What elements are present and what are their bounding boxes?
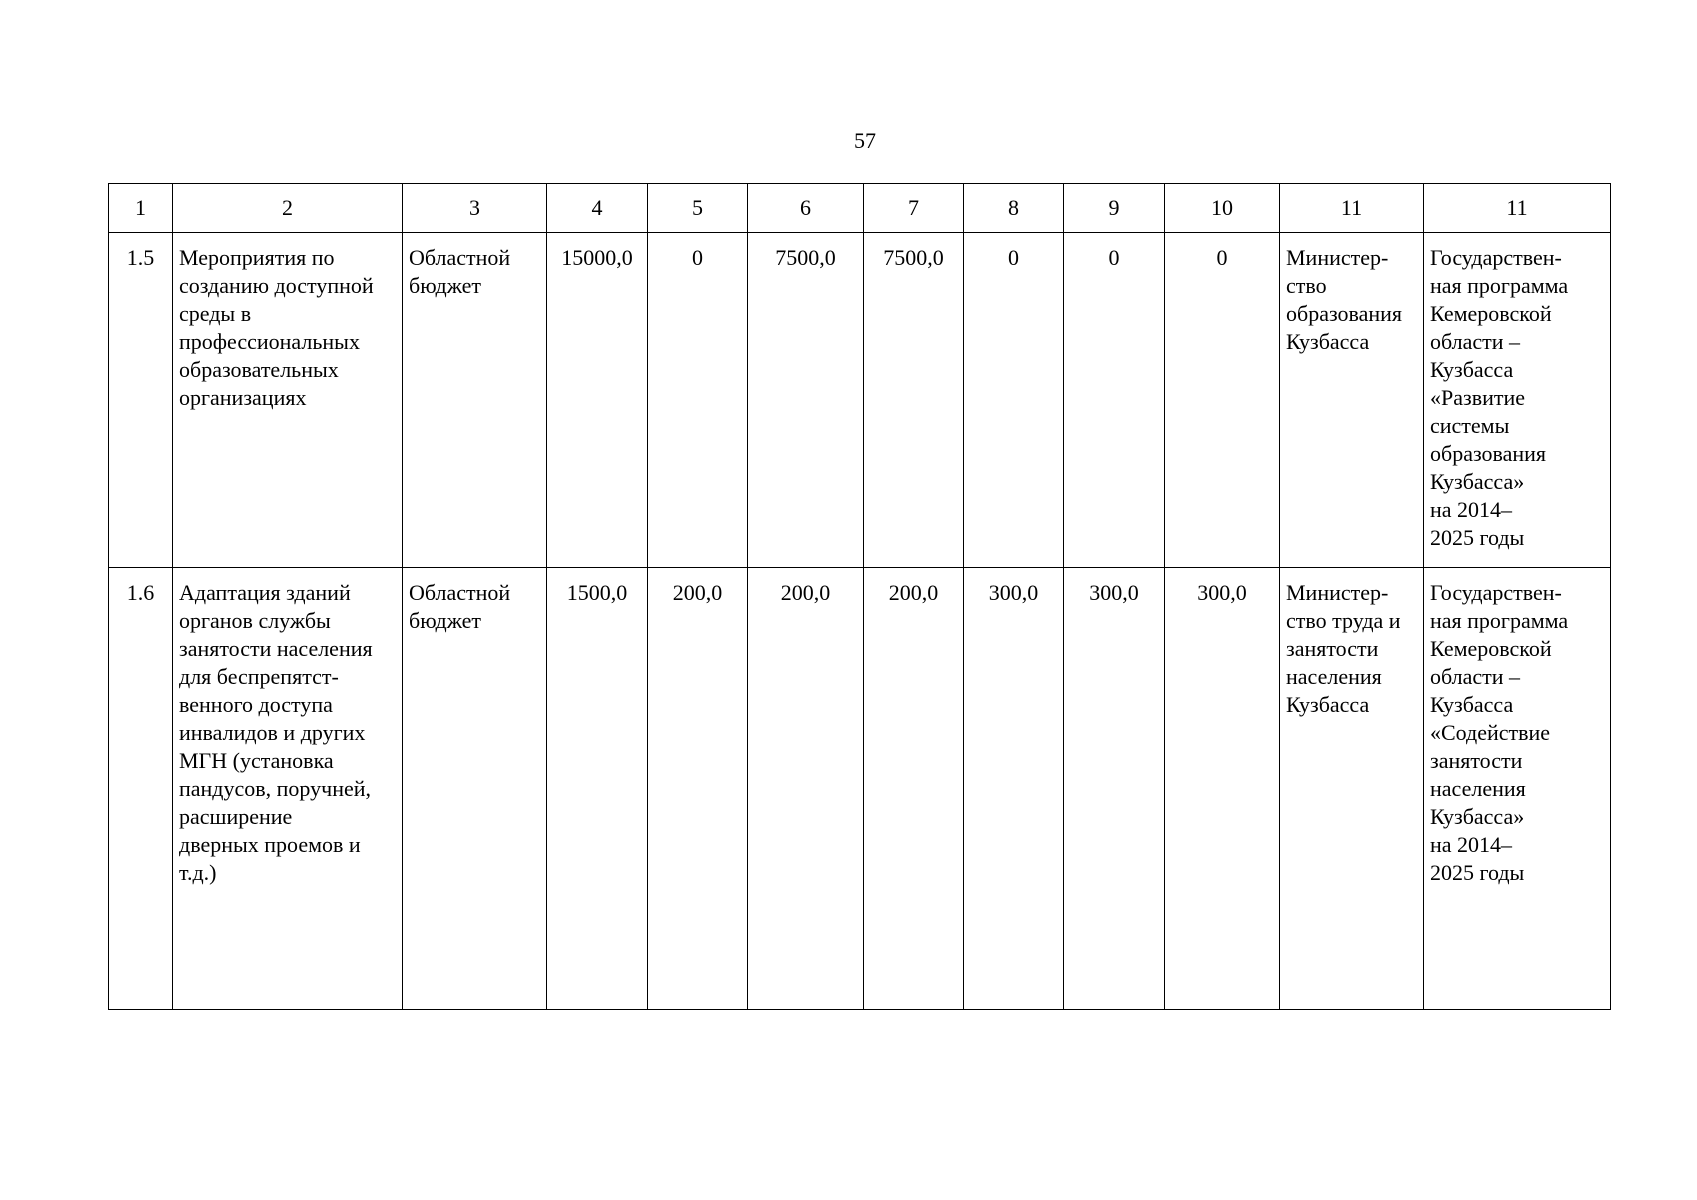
executor-cell xyxy=(1280,233,1424,568)
value-cell: 7500,0 xyxy=(748,233,864,568)
activity-line: пандусов, поручней, xyxy=(179,776,372,801)
table-row xyxy=(109,233,1611,568)
header-cell: 10 xyxy=(1165,184,1280,233)
program-line: области – xyxy=(1430,664,1521,689)
program-line: Кемеровской xyxy=(1430,301,1552,326)
value-cell: 0 xyxy=(1064,233,1165,568)
header-cell: 2 xyxy=(173,184,403,233)
executor-line: занятости xyxy=(1286,636,1379,661)
executor-line: Министер- xyxy=(1286,245,1389,270)
activity-line: МГН (установка xyxy=(179,748,334,773)
value-cell: 200,0 xyxy=(864,568,964,1010)
activity-line: организациях xyxy=(179,385,307,410)
program-line: на 2014– xyxy=(1430,497,1513,522)
activity-line: т.д.) xyxy=(179,860,217,885)
funding-source-cell xyxy=(403,568,547,1010)
header-cell: 9 xyxy=(1064,184,1165,233)
program-line: «Содействие xyxy=(1430,720,1551,745)
header-cell: 3 xyxy=(403,184,547,233)
program-line: Государствен- xyxy=(1430,245,1562,270)
activity-line: созданию доступной xyxy=(179,273,374,298)
program-line: Кемеровской xyxy=(1430,636,1552,661)
activity-line: образовательных xyxy=(179,357,339,382)
activity-line: Мероприятия по xyxy=(179,245,335,270)
program-cell xyxy=(1424,568,1611,1010)
activity-line: венного доступа xyxy=(179,692,333,717)
program-cell xyxy=(1424,233,1611,568)
source-line: Областной xyxy=(409,245,511,270)
source-line: бюджет xyxy=(409,608,481,633)
executor-line: ство xyxy=(1286,273,1327,298)
activity-line: для беспрепятст- xyxy=(179,664,339,689)
program-line: Кузбасса» xyxy=(1430,804,1525,829)
value-cell: 200,0 xyxy=(648,568,748,1010)
header-cell: 11 xyxy=(1280,184,1424,233)
program-table xyxy=(108,183,1611,1010)
program-line: системы xyxy=(1430,413,1510,438)
activity-line: профессиональных xyxy=(179,329,360,354)
activity-line: Адаптация зданий xyxy=(179,580,351,605)
header-cell: 7 xyxy=(864,184,964,233)
program-line: «Развитие xyxy=(1430,385,1526,410)
funding-source-cell xyxy=(403,233,547,568)
activity-cell xyxy=(173,568,403,1010)
executor-line: населения xyxy=(1286,664,1382,689)
program-line: ная программа xyxy=(1430,273,1569,298)
value-cell: 7500,0 xyxy=(864,233,964,568)
total-cell: 1500,0 xyxy=(547,568,648,1010)
header-cell: 6 xyxy=(748,184,864,233)
page-number: 57 xyxy=(854,128,876,153)
executor-line: ство труда и xyxy=(1286,608,1401,633)
program-line: образования xyxy=(1430,441,1547,466)
header-cell: 5 xyxy=(648,184,748,233)
header-cell: 8 xyxy=(964,184,1064,233)
value-cell: 0 xyxy=(648,233,748,568)
value-cell: 0 xyxy=(1165,233,1280,568)
program-line: на 2014– xyxy=(1430,832,1513,857)
activity-cell xyxy=(173,233,403,568)
program-line: Кузбасса xyxy=(1430,357,1514,382)
program-line: Кузбасса xyxy=(1430,692,1514,717)
row-number: 1.6 xyxy=(109,568,173,1010)
executor-line: Кузбасса xyxy=(1286,329,1370,354)
program-line: населения xyxy=(1430,776,1526,801)
source-line: бюджет xyxy=(409,273,481,298)
program-line: Государствен- xyxy=(1430,580,1562,605)
value-cell: 300,0 xyxy=(964,568,1064,1010)
table-header-row xyxy=(109,184,1611,233)
source-line: Областной xyxy=(409,580,511,605)
value-cell: 300,0 xyxy=(1064,568,1165,1010)
program-line: области – xyxy=(1430,329,1521,354)
program-line: 2025 годы xyxy=(1430,525,1525,550)
value-cell: 300,0 xyxy=(1165,568,1280,1010)
program-line: 2025 годы xyxy=(1430,860,1525,885)
activity-line: органов службы xyxy=(179,608,331,633)
program-line: занятости xyxy=(1430,748,1523,773)
executor-line: Министер- xyxy=(1286,580,1389,605)
table-row xyxy=(109,568,1611,1010)
activity-line: расширение xyxy=(179,804,293,829)
header-cell: 11 xyxy=(1424,184,1611,233)
program-line: ная программа xyxy=(1430,608,1569,633)
activity-line: инвалидов и других xyxy=(179,720,366,745)
activity-line: занятости населения xyxy=(179,636,373,661)
activity-line: среды в xyxy=(179,301,252,326)
program-line: Кузбасса» xyxy=(1430,469,1525,494)
value-cell: 0 xyxy=(964,233,1064,568)
executor-cell xyxy=(1280,568,1424,1010)
total-cell: 15000,0 xyxy=(547,233,648,568)
header-cell: 4 xyxy=(547,184,648,233)
row-number: 1.5 xyxy=(109,233,173,568)
executor-line: Кузбасса xyxy=(1286,692,1370,717)
executor-line: образования xyxy=(1286,301,1403,326)
activity-line: дверных проемов и xyxy=(179,832,361,857)
value-cell: 200,0 xyxy=(748,568,864,1010)
header-cell: 1 xyxy=(109,184,173,233)
